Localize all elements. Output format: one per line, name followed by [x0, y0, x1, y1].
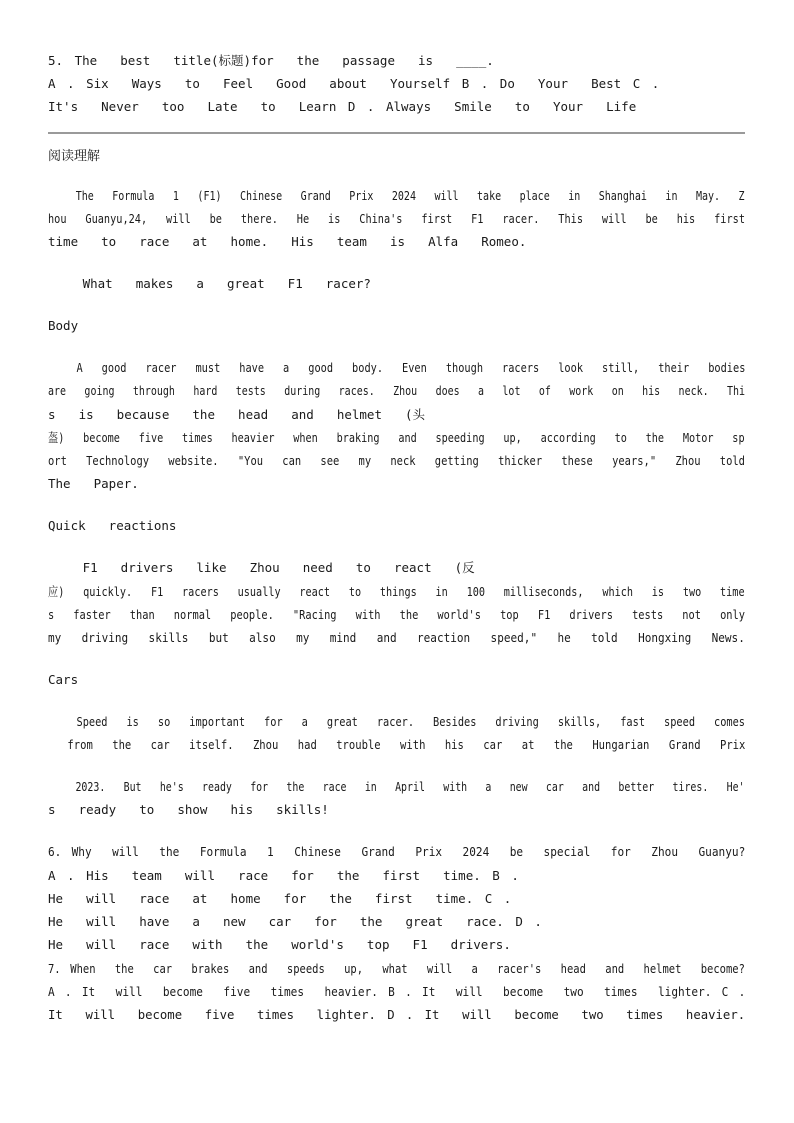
q6-line: He will race at home for the first time. C .	[48, 891, 512, 906]
cars-line: 2023. But he's ready for the race in April with a new car and better tires. He'	[48, 779, 745, 794]
cars-line: s ready to show his skills!	[48, 802, 329, 817]
body-line: The Paper.	[48, 476, 139, 491]
q5-line-2: A . Six Ways to Feel Good about Yourself B . Do Your Best C .	[48, 76, 660, 91]
body-line: are going through hard tests during races. Zhou does a lot of work on his neck. Thi	[48, 383, 746, 398]
body-heading: Body	[48, 318, 79, 333]
section-title: 阅读理解	[48, 149, 101, 164]
q7-line: 7. When the car brakes and speeds up, what will a racer's head and helmet become?	[48, 961, 745, 976]
body-line: s is because the head and helmet (头	[48, 407, 426, 422]
q6-line: He will race with the world's top F1 drivers.	[48, 937, 511, 952]
q6-line: He will have a new car for the great race. D .	[48, 914, 542, 929]
q6-line: A . His team will race for the first time. B .	[48, 868, 519, 883]
intro-line: hou Guanyu,24, will be there. He is China's first F1 racer. This will be his first	[48, 211, 745, 226]
intro-line: The Formula 1 (F1) Chinese Grand Prix 2024 will take place in Shanghai in May. Z	[48, 188, 745, 203]
quick-line: my driving skills but also my mind and reaction speed," he told Hongxing News.	[48, 630, 745, 645]
q7-line: It will become five times lighter. D . It will become two times heavier.	[48, 1007, 746, 1022]
q7-line: A . It will become five times heavier. B . It will become two times lighter. C .	[48, 984, 746, 999]
subquestion: What makes a great F1 racer?	[48, 276, 371, 291]
quick-line: s faster than normal people. "Racing with the world's top F1 drivers tests not only	[48, 607, 746, 622]
section-divider	[48, 132, 745, 134]
quick-heading: Quick reactions	[48, 518, 177, 533]
body-line: ort Technology website. "You can see my neck getting thicker these years," Zhou told	[48, 453, 745, 468]
q5-line-1: 5. The best title(标题)for the passage is ____.	[48, 53, 494, 68]
intro-line: time to race at home. His team is Alfa Romeo.	[48, 234, 527, 249]
body-line: A good racer must have a good body. Even though racers look still, their bodies	[48, 360, 746, 375]
cars-line: from the car itself. Zhou had trouble with his car at the Hungarian Grand Prix	[48, 737, 746, 752]
quick-line: F1 drivers like Zhou need to react (反	[48, 560, 475, 575]
q5-line-3: It's Never too Late to Learn D . Always Smile to Your Life	[48, 99, 637, 114]
cars-line: Speed is so important for a great racer. Besides driving skills, fast speed comes	[48, 714, 746, 729]
body-line: 盔) become five times heavier when braking and speeding up, according to the Motor sp	[48, 430, 745, 445]
q6-line: 6. Why will the Formula 1 Chinese Grand Prix 2024 be special for Zhou Guanyu?	[48, 844, 746, 859]
cars-heading: Cars	[48, 672, 79, 687]
quick-line: 应) quickly. F1 racers usually react to things in 100 milliseconds, which is two time	[48, 584, 745, 599]
